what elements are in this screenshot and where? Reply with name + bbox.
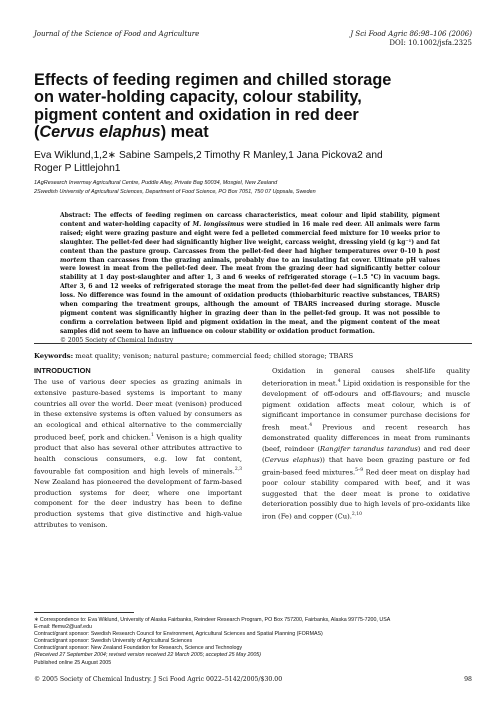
- page-footer: [34, 676, 472, 683]
- title-line: Effects of feeding regimen and chilled storage: [34, 71, 392, 89]
- species-name: Cervus elaphus: [39, 123, 161, 142]
- title-line: pigment content and oxidation in red deer: [34, 105, 359, 124]
- paper-title: [34, 72, 474, 142]
- doi: DOI: 10.1002/jsfa.2325: [389, 39, 472, 47]
- authors-line: Eva Wiklund,1,2∗ Sabine Sampels,2 Timothy R Manley,1 Jana Pickova2 and: [34, 150, 383, 161]
- divider: [34, 343, 472, 344]
- footnote-sponsor: Contract/grant sponsor: Swedish Research Council for Environment, Agricultural Sciences and Spatial Planning (FORMAS): [34, 631, 323, 638]
- footnote-divider: [34, 612, 134, 613]
- footnote-email: E-mail: ffemw2@uaf.edu: [34, 624, 92, 631]
- intro-heading: INTRODUCTION: [34, 366, 91, 375]
- affiliation-1: 1AgResearch Invermay Agricultural Centre, Puddle Alley, Private Bag 50034, Mosgiel, New Zealand: [34, 180, 278, 186]
- keywords: [34, 352, 474, 360]
- keywords-text: meat quality; venison; natural pasture; commercial feed; chilled storage; TBARS: [73, 352, 354, 360]
- keywords-label: Keywords:: [34, 352, 74, 360]
- citation: J Sci Food Agric 86:98–106 (2006): [350, 30, 472, 38]
- footnote-sponsor: Contract/grant sponsor: New Zealand Foundation for Research, Science and Technology: [34, 645, 243, 652]
- title-line: on water-holding capacity, colour stability,: [34, 88, 362, 107]
- authors-line: Roger P Littlejohn1: [34, 162, 121, 174]
- footnote-sponsor: Contract/grant sponsor: Swedish University of Agricultural Sciences: [34, 638, 193, 645]
- intro-column-right: Oxidation in general causes shelf-life quality deterioration in meat.$^4$ Lipid oxidation is responsible for the development of off-odours and off-flavours; and muscle pigment oxidation affects meat colour, which is of significant importance in consumer purchase decisions for fresh meat.$^4$ Previous and recent research has demonstrated quality differences in meat from ruminants (beef, reindeer (Rangifer tarandus tarandus) and red deer (Cervus elaphus)) that have been grazing pasture or fed grain-based feed mixtures.$^{5-9}$ Red deer meat on display had poor colour stability compared with beef, and it was suggested that the deer meat is prone to oxidative deterioration possibly due to high levels of pro-oxidants like iron (Fe) and copper (Cu).$^{2,10}$: [262, 367, 471, 521]
- abstract-label: Abstract:: [60, 212, 91, 219]
- abstract: Abstract: The effects of feeding regimen on carcass characteristics, meat colour and lipid stability, pigment content and water-holding capacity of M. longissimus were studied in 16 male red deer. All animals were farm raised; eight were grazing pasture and eight were fed a pelleted commercial feed mixture for 10 weeks prior to slaughter. The pellet-fed deer had significantly higher live weight, carcass weight, dressing yield (g kg⁻¹) and fat content than the pasture group. Carcasses from the pellet-fed deer had higher temperatures over 0–10 h post mortem than carcasses from the grazing animals, probably due to an insulating fat cover. Ultimate pH values were lowest in meat from the pellet-fed deer. The meat from the grazing deer had significantly better colour stability at 1 day post-slaughter and after 1, 3 and 6 weeks of refrigerated storage (−1.5 °C) in vacuum bags. After 3, 6 and 12 weeks of refrigerated storage the meat from the pellet-fed deer had significantly higher drip loss. No difference was found in the amount of oxidation products (thiobarbituric reactive substances, TBARS) when comparing the treatment groups, although the amount of TBARS increased during storage. Muscle pigment content was significantly higher in grazing deer than in the pellet-fed group. It was not possible to confirm a correlation between lipid and pigment oxidation in the meat, and the pigment content of the meat samples did not seem to have an influence on colour stability or oxidation product formation. © 2005 Society of Chemical Industry: [60, 212, 441, 344]
- affiliation-2: 2Swedish University of Agricultural Sciences, Department of Food Science, PO Box 7051, 750 07 Uppsala, Sweden: [34, 189, 316, 195]
- footnote-received: (Received 27 September 2004; revised version received 22 March 2005; accepted 25 May 2005): [34, 652, 262, 659]
- title-line: (Cervus elaphus) meat: [34, 123, 209, 142]
- abstract-copyright: © 2005 Society of Chemical Industry: [60, 336, 174, 344]
- journal-name: Journal of the Science of Food and Agriculture: [34, 30, 200, 38]
- authors: [34, 150, 474, 175]
- footnote-published: Published online 25 August 2005: [34, 659, 112, 666]
- intro-column-left: The use of various deer species as grazing animals in extensive pasture-based systems is important to many countries all over the world. Deer meat (venison) produced in these extensive systems is often valued by consumers as an ecological and ethical alternative to the commercially produced beef, pork and chicken.$^1$ Venison is a high quality product that also has several other attributes attractive to health conscious consumers, e.g. low fat content, favourable fat composition and high levels of minerals.$^{2,3}$ New Zealand has pioneered the development of farm-based production systems for deer, where one important component for the deer industry has been to define production systems that give distinctive and high-value attributes to venison.: [34, 378, 243, 529]
- footnote-correspondence: ∗ Correspondence to: Eva Wiklund, University of Alaska Fairbanks, Reindeer Research Program, PO Box 757200, Fairbanks, Alaska 99775-7200, USA: [34, 617, 391, 623]
- page-number: 98: [464, 676, 472, 683]
- footer-copyright: © 2005 Society of Chemical Industry. J Sci Food Agric 0022–5142/2005/$30.00: [34, 676, 283, 683]
- footnotes: [34, 617, 474, 667]
